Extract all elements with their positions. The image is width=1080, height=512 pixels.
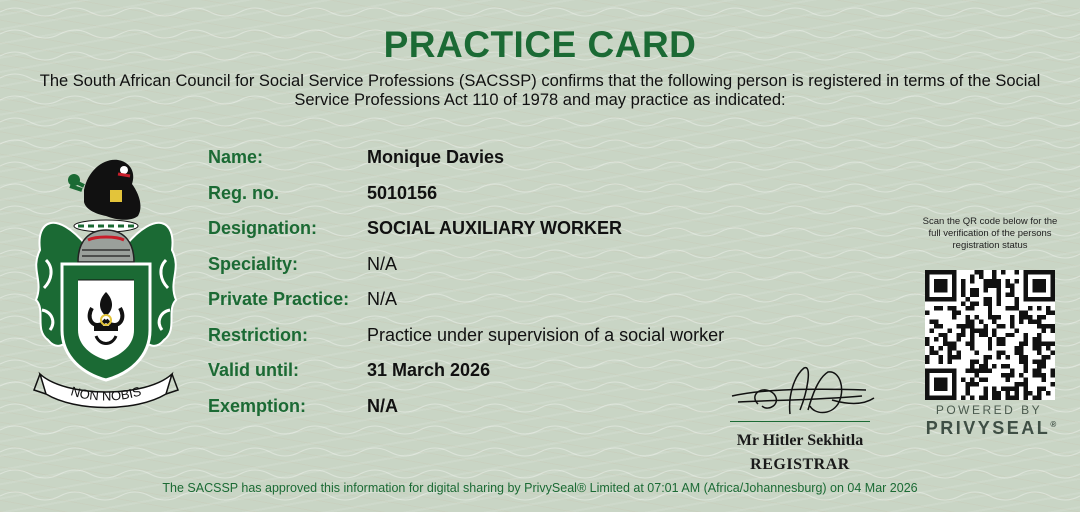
detail-value: N/A	[367, 395, 398, 416]
detail-value: N/A	[367, 289, 398, 309]
privyseal-logo	[920, 418, 1062, 439]
detail-value: 31 March 2026	[367, 360, 491, 380]
crest-motto: NON NOBIS	[69, 383, 143, 404]
detail-label: Designation:	[208, 218, 318, 238]
detail-value: 5010156	[367, 182, 438, 203]
detail-row	[208, 251, 808, 281]
registrar-signature	[728, 360, 878, 422]
registrar-name: Mr Hitler Sekhitla	[736, 432, 864, 449]
sharing-approval-footer: The SACSSP has approved this information for digital sharing by PrivySeal® Limited at 07:01 AM (Africa/Johannesburg) on 04 Mar 2026	[162, 481, 918, 495]
verification-qr-code[interactable]	[925, 270, 1055, 400]
card-title: PRACTICE CARD	[383, 24, 697, 65]
detail-label: Speciality:	[208, 253, 299, 274]
detail-label: Restriction:	[208, 324, 309, 345]
registrar-title: REGISTRAR	[750, 456, 850, 473]
privyseal-wordmark: PRIVYSEAL	[925, 418, 1051, 438]
sacssp-crest-logo	[26, 150, 186, 410]
detail-label: Reg. no.	[208, 182, 279, 203]
detail-label: Valid until:	[208, 360, 300, 380]
detail-row	[208, 215, 808, 245]
powered-by-label: POWERED BY	[935, 403, 1043, 417]
detail-row	[208, 393, 808, 423]
detail-value: N/A	[367, 253, 398, 274]
detail-value: SOCIAL AUXILIARY WORKER	[367, 218, 623, 238]
detail-row	[208, 322, 808, 352]
registered-mark: ®	[1050, 420, 1057, 429]
detail-label: Private Practice:	[208, 289, 350, 309]
qr-scan-instructions: Scan the QR code below for the full verification of the persons registration status	[922, 216, 1058, 251]
detail-value: Practice under supervision of a social worker	[367, 324, 725, 345]
detail-row	[208, 286, 808, 316]
intro-text: The South African Council for Social Service Professions (SACSSP) confirms that the following person is registered in terms of the Social Service Professions Act 110 of 1978 and may practice as indicated:	[39, 72, 1041, 109]
detail-label: Name:	[208, 147, 264, 167]
detail-value: Monique Davies	[367, 147, 505, 167]
detail-row	[208, 144, 808, 174]
detail-row	[208, 180, 808, 210]
detail-label: Exemption:	[208, 395, 307, 416]
signature-line	[730, 421, 870, 422]
detail-row	[208, 357, 808, 387]
